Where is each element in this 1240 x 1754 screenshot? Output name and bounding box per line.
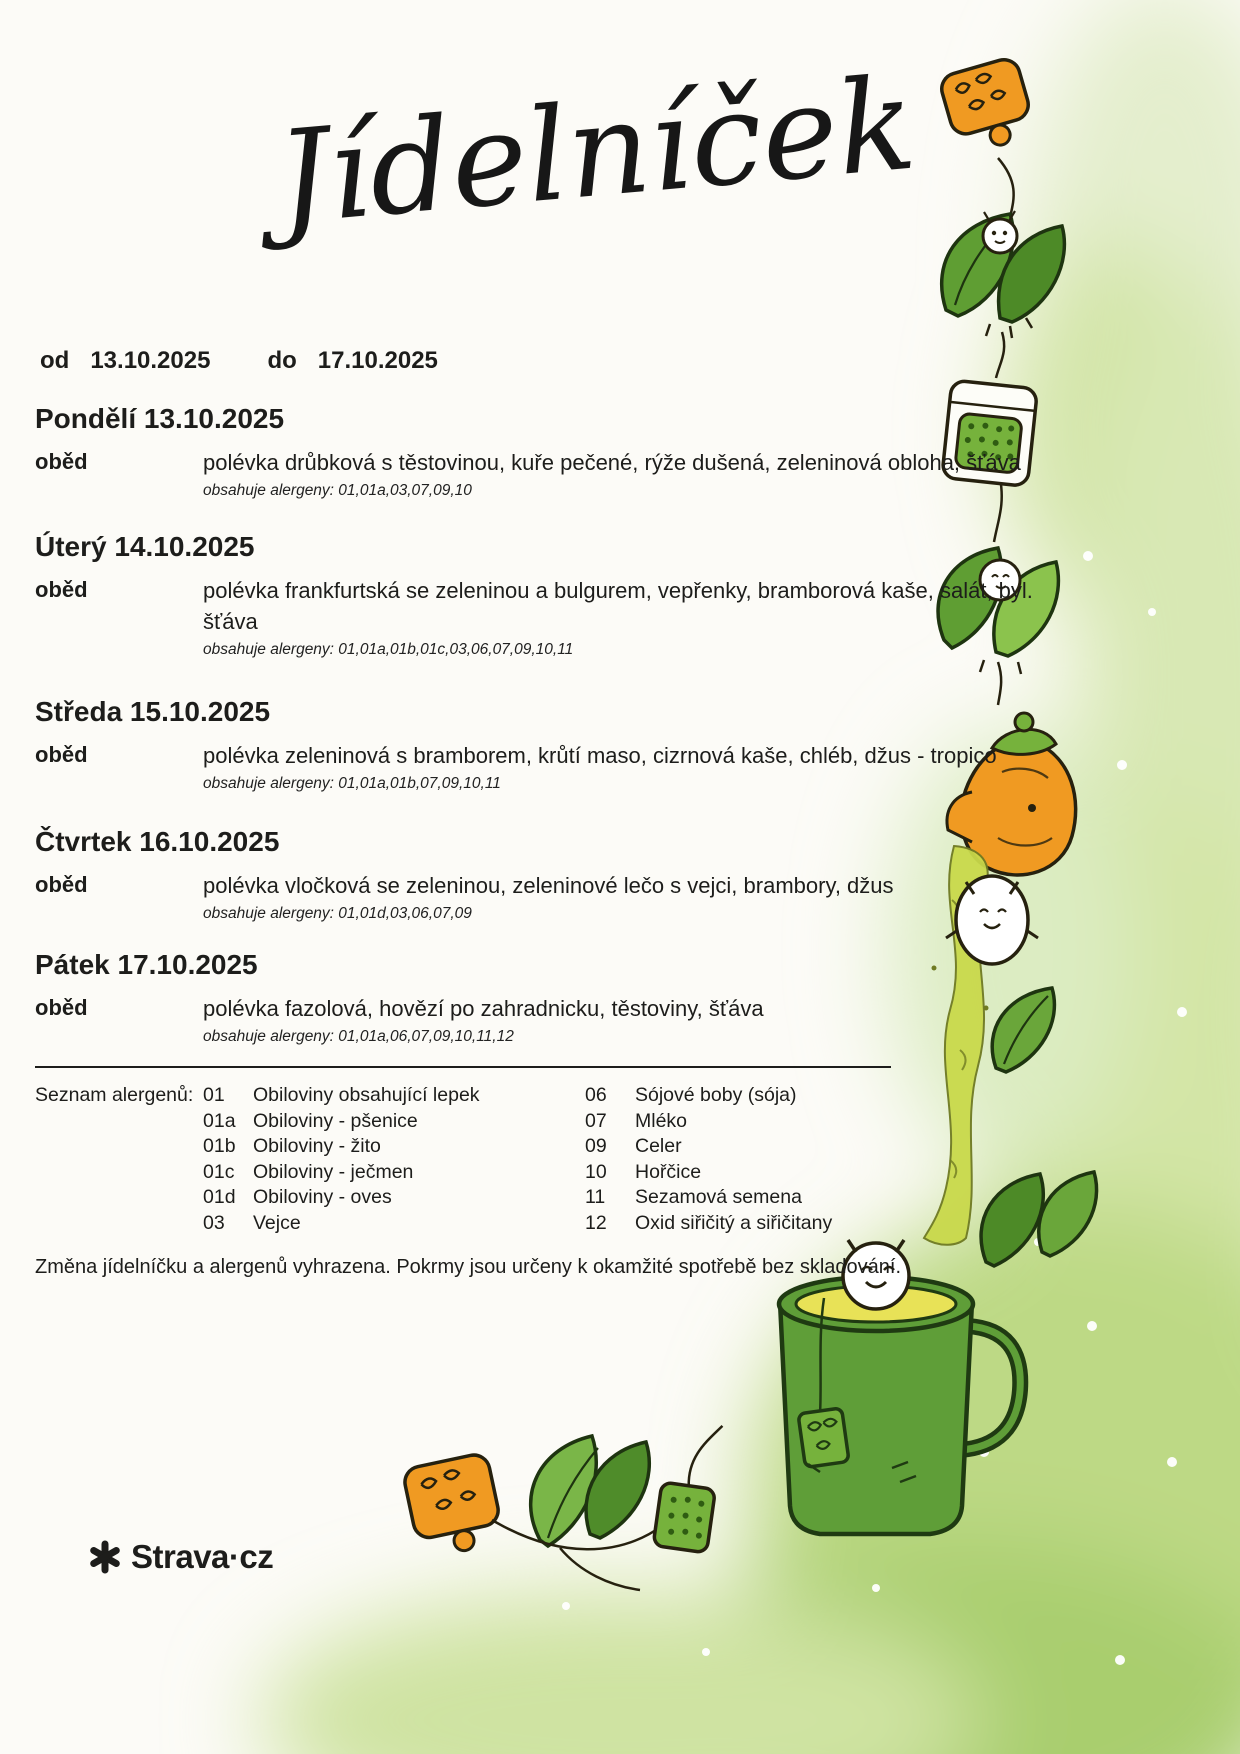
meal-allergens: obsahuje alergeny: 01,01a,03,07,09,10 xyxy=(203,482,472,499)
meal-text: polévka zeleninová s bramborem, krůtí maso, cizrnová kaše, chléb, džus - tropico xyxy=(203,743,997,768)
allergen-code: 03 xyxy=(203,1211,225,1234)
footer-note: Změna jídelníčku a alergenů vyhrazena. Pokrmy jsou určeny k okamžité spotřebě bez skladování. xyxy=(35,1256,901,1278)
day-section-friday xyxy=(35,950,1060,1047)
allergen-name: Sezamová semena xyxy=(635,1186,802,1208)
meal-row xyxy=(35,870,1060,924)
allergen-row xyxy=(585,1160,832,1186)
allergen-name: Obiloviny - oves xyxy=(253,1186,392,1208)
meal-row xyxy=(35,575,1060,660)
allergen-code: 01c xyxy=(203,1160,235,1183)
meal-allergens: obsahuje alergeny: 01,01a,01b,07,09,10,11 xyxy=(203,775,501,792)
allergen-name: Vejce xyxy=(253,1211,301,1234)
logo-text: Strava·cz xyxy=(131,1538,274,1575)
meal-text: polévka fazolová, hovězí po zahradnicku, těstoviny, šťáva xyxy=(203,996,764,1021)
date-range xyxy=(40,347,438,375)
day-section-tuesday xyxy=(35,532,1060,660)
day-heading: Čtvrtek 16.10.2025 xyxy=(35,826,280,857)
divider-rule xyxy=(35,1066,891,1068)
strava-logo xyxy=(88,1538,273,1576)
meal-label: oběd xyxy=(35,872,88,897)
allergen-name: Hořčice xyxy=(635,1160,702,1183)
allergen-name: Sójové boby (sója) xyxy=(635,1084,797,1106)
allergen-code: 01d xyxy=(203,1186,236,1208)
svg-text:Jídelníček: Jídelníček xyxy=(271,49,922,254)
meal-row xyxy=(35,993,1060,1047)
allergen-code: 01a xyxy=(203,1109,236,1132)
allergen-row xyxy=(585,1185,832,1211)
allergen-code: 07 xyxy=(585,1109,607,1132)
date-to-label: do xyxy=(267,347,297,374)
allergen-row xyxy=(203,1134,480,1160)
meal-text: polévka drůbková s těstovinou, kuře pečené, rýže dušená, zeleninová obloha, šťáva xyxy=(203,450,1021,475)
allergen-row xyxy=(203,1083,480,1109)
meal-allergens: obsahuje alergeny: 01,01a,01b,01c,03,06,07,09,10,11 xyxy=(203,641,574,658)
meal-allergens: obsahuje alergeny: 01,01a,06,07,09,10,11,12 xyxy=(203,1028,514,1045)
allergen-column-right xyxy=(585,1083,832,1236)
allergen-row xyxy=(203,1109,480,1135)
allergen-name: Celer xyxy=(635,1135,682,1157)
allergen-code: 10 xyxy=(585,1160,607,1183)
day-heading: Pondělí 13.10.2025 xyxy=(35,403,285,434)
day-section-monday xyxy=(35,404,1060,501)
meal-text: polévka vločková se zeleninou, zeleninové lečo s vejci, brambory, džus xyxy=(203,873,894,898)
allergen-name: Oxid siřičitý a siřičitany xyxy=(635,1211,833,1234)
meal-label: oběd xyxy=(35,995,88,1020)
allergen-row xyxy=(203,1185,480,1211)
meal-label: oběd xyxy=(35,577,88,602)
allergen-row xyxy=(585,1083,832,1109)
meal-allergens: obsahuje alergeny: 01,01d,03,06,07,09 xyxy=(203,905,472,922)
allergen-name: Obiloviny - ječmen xyxy=(253,1160,414,1183)
day-section-thursday xyxy=(35,827,1060,924)
allergen-row xyxy=(585,1134,832,1160)
allergen-legend-label: Seznam alergenů: xyxy=(35,1084,194,1106)
allergen-code: 06 xyxy=(585,1084,607,1106)
meal-row xyxy=(35,740,1060,794)
allergen-column-left xyxy=(203,1083,480,1236)
meal-text: polévka frankfurtská se zeleninou a bulgurem, vepřenky, bramborová kaše, salát, byl. šťáva xyxy=(203,578,1033,634)
allergen-row xyxy=(585,1109,832,1135)
allergen-name: Obiloviny obsahující lepek xyxy=(253,1084,480,1106)
allergen-code: 09 xyxy=(585,1135,607,1157)
script-title xyxy=(240,40,960,270)
allergen-code: 01b xyxy=(203,1135,236,1157)
date-from-value: 13.10.2025 xyxy=(90,347,211,374)
allergen-code: 01 xyxy=(203,1084,225,1106)
date-from-label: od xyxy=(40,347,70,374)
day-section-wednesday xyxy=(35,697,1060,794)
allergen-name: Obiloviny - pšenice xyxy=(253,1109,418,1132)
allergen-row xyxy=(203,1211,480,1237)
allergen-name: Mléko xyxy=(635,1109,688,1132)
allergen-row xyxy=(585,1211,832,1237)
date-to-value: 17.10.2025 xyxy=(317,347,438,374)
day-heading: Středa 15.10.2025 xyxy=(35,696,271,727)
meal-label: oběd xyxy=(35,449,88,474)
asterisk-flower-icon xyxy=(88,1540,122,1574)
allergen-name: Obiloviny - žito xyxy=(253,1135,381,1157)
day-heading: Pátek 17.10.2025 xyxy=(35,949,258,980)
meal-row xyxy=(35,447,1060,501)
allergen-row xyxy=(203,1160,480,1186)
allergen-code: 12 xyxy=(585,1211,607,1234)
allergen-code: 11 xyxy=(585,1186,606,1208)
day-heading: Úterý 14.10.2025 xyxy=(35,531,255,562)
meal-label: oběd xyxy=(35,742,88,767)
